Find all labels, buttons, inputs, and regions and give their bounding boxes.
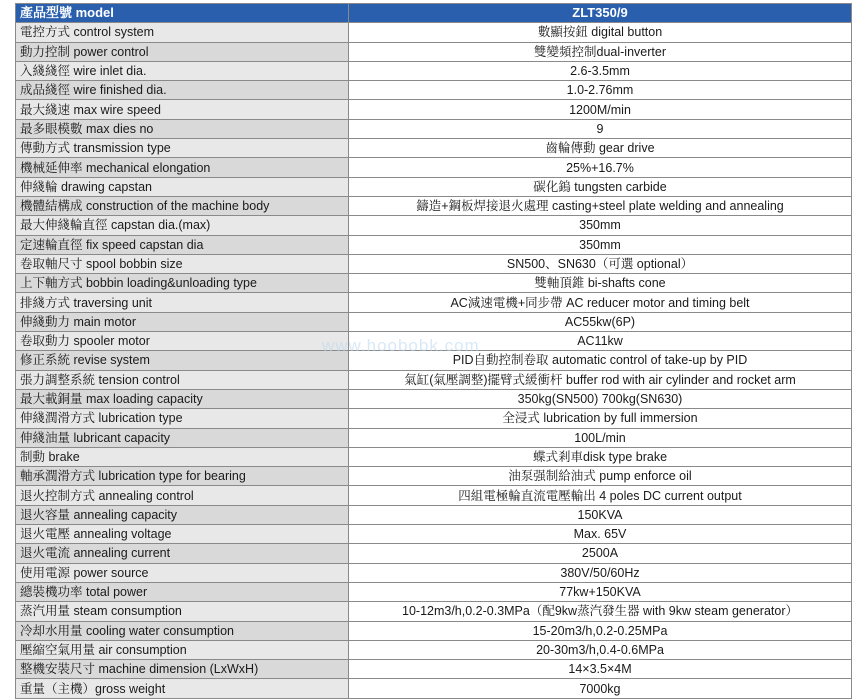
- spec-value: 雙軸頂錐 bi-shafts cone: [349, 274, 852, 293]
- spec-value: 2.6-3.5mm: [349, 61, 852, 80]
- spec-value: 1.0-2.76mm: [349, 81, 852, 100]
- table-row: [16, 235, 852, 254]
- table-row: [16, 370, 852, 389]
- spec-label: 蒸汽用量 steam consumption: [16, 602, 349, 621]
- table-row: [16, 505, 852, 524]
- spec-value: PID自動控制卷取 automatic control of take-up by PID: [349, 351, 852, 370]
- table-row: [16, 544, 852, 563]
- spec-value: 氣缸(氣壓調整)擺臂式緩衝杆 buffer rod with air cylinder and rocket arm: [349, 370, 852, 389]
- table-row: [16, 447, 852, 466]
- spec-value: 碳化鎢 tungsten carbide: [349, 177, 852, 196]
- spec-label: 退火控制方式 annealing control: [16, 486, 349, 505]
- spec-label: 最大載銅量 max loading capacity: [16, 389, 349, 408]
- spec-label: 傳動方式 transmission type: [16, 139, 349, 158]
- spec-label: 軸承潤滑方式 lubrication type for bearing: [16, 467, 349, 486]
- spec-label: 排綫方式 traversing unit: [16, 293, 349, 312]
- table-row: [16, 525, 852, 544]
- table-row: [16, 119, 852, 138]
- table-row: [16, 216, 852, 235]
- spec-label: 修正系統 revise system: [16, 351, 349, 370]
- spec-label: 上下軸方式 bobbin loading&unloading type: [16, 274, 349, 293]
- spec-label: 卷取軸尺寸 spool bobbin size: [16, 254, 349, 273]
- spec-value: AC11kw: [349, 332, 852, 351]
- spec-value: 7000kg: [349, 679, 852, 698]
- table-row: [16, 679, 852, 698]
- spec-table: [15, 3, 852, 699]
- table-row: [16, 23, 852, 42]
- table-row: [16, 332, 852, 351]
- table-row: [16, 467, 852, 486]
- spec-label: 最大伸綫輪直徑 capstan dia.(max): [16, 216, 349, 235]
- spec-value: 齒輪傳動 gear drive: [349, 139, 852, 158]
- spec-label: 壓縮空氣用量 air consumption: [16, 640, 349, 659]
- header-value: ZLT350/9: [349, 4, 852, 23]
- spec-label: 電控方式 control system: [16, 23, 349, 42]
- spec-label: 總裝機功率 total power: [16, 582, 349, 601]
- table-row: [16, 621, 852, 640]
- spec-value: 1200M/min: [349, 100, 852, 119]
- spec-value: 9: [349, 119, 852, 138]
- spec-label: 冷却水用量 cooling water consumption: [16, 621, 349, 640]
- spec-value: 25%+16.7%: [349, 158, 852, 177]
- spec-value: 數顯按鈕 digital button: [349, 23, 852, 42]
- spec-value: 20-30m3/h,0.4-0.6MPa: [349, 640, 852, 659]
- table-row: [16, 563, 852, 582]
- spec-value: 350kg(SN500) 700kg(SN630): [349, 389, 852, 408]
- watermark-text: www.hoobobk.com: [322, 336, 480, 355]
- table-row: [16, 61, 852, 80]
- table-row: [16, 486, 852, 505]
- table-row: [16, 196, 852, 215]
- spec-value: 350mm: [349, 235, 852, 254]
- table-row: [16, 428, 852, 447]
- spec-value: 2500A: [349, 544, 852, 563]
- table-row: [16, 582, 852, 601]
- spec-label: 機體結構成 construction of the machine body: [16, 196, 349, 215]
- spec-label: 定速輪直徑 fix speed capstan dia: [16, 235, 349, 254]
- spec-label: 張力調整系統 tension control: [16, 370, 349, 389]
- spec-label: 退火容量 annealing capacity: [16, 505, 349, 524]
- table-row: [16, 409, 852, 428]
- spec-label: 伸綫潤滑方式 lubrication type: [16, 409, 349, 428]
- table-row: [16, 158, 852, 177]
- spec-value: 10-12m3/h,0.2-0.3MPa（配9kw蒸汽發生器 with 9kw steam generator）: [349, 602, 852, 621]
- spec-body: [16, 23, 852, 698]
- spec-value: SN500、SN630（可選 optional）: [349, 254, 852, 273]
- spec-label: 伸綫輪 drawing capstan: [16, 177, 349, 196]
- spec-value: 油泵强制給油式 pump enforce oil: [349, 467, 852, 486]
- spec-label: 動力控制 power control: [16, 42, 349, 61]
- spec-value: 77kw+150KVA: [349, 582, 852, 601]
- table-row: [16, 660, 852, 679]
- spec-value: 15-20m3/h,0.2-0.25MPa: [349, 621, 852, 640]
- spec-value: Max. 65V: [349, 525, 852, 544]
- table-row: [16, 139, 852, 158]
- table-row: [16, 351, 852, 370]
- spec-label: 退火電流 annealing current: [16, 544, 349, 563]
- spec-label: 使用電源 power source: [16, 563, 349, 582]
- spec-value: 14×3.5×4M: [349, 660, 852, 679]
- spec-label: 退火電壓 annealing voltage: [16, 525, 349, 544]
- spec-label: 機械延伸率 mechanical elongation: [16, 158, 349, 177]
- spec-value: 蝶式剎車disk type brake: [349, 447, 852, 466]
- spec-label: 成品綫徑 wire finished dia.: [16, 81, 349, 100]
- table-row: [16, 100, 852, 119]
- spec-value: 雙變頻控制dual-inverter: [349, 42, 852, 61]
- table-row: [16, 177, 852, 196]
- header-row: [16, 4, 852, 23]
- spec-value: AC55kw(6P): [349, 312, 852, 331]
- spec-value: 380V/50/60Hz: [349, 563, 852, 582]
- table-row: [16, 640, 852, 659]
- table-row: [16, 312, 852, 331]
- spec-label: 伸綫油量 lubricant capacity: [16, 428, 349, 447]
- spec-value: 150KVA: [349, 505, 852, 524]
- table-row: [16, 389, 852, 408]
- spec-label: 重量（主機）gross weight: [16, 679, 349, 698]
- spec-value: 全浸式 lubrication by full immersion: [349, 409, 852, 428]
- spec-label: 整機安裝尺寸 machine dimension (LxWxH): [16, 660, 349, 679]
- spec-value: 350mm: [349, 216, 852, 235]
- spec-label: 伸綫動力 main motor: [16, 312, 349, 331]
- spec-value: 鑄造+鋼板焊接退火處理 casting+steel plate welding and annealing: [349, 196, 852, 215]
- spec-label: 卷取動力 spooler motor: [16, 332, 349, 351]
- table-row: [16, 254, 852, 273]
- header-label: 產品型號 model: [16, 4, 349, 23]
- table-row: [16, 42, 852, 61]
- spec-value: 四組電極輪直流電壓輸出 4 poles DC current output: [349, 486, 852, 505]
- table-row: [16, 274, 852, 293]
- table-row: [16, 81, 852, 100]
- spec-value: 100L/min: [349, 428, 852, 447]
- spec-label: 最大綫速 max wire speed: [16, 100, 349, 119]
- spec-label: 制動 brake: [16, 447, 349, 466]
- spec-label: 入綫綫徑 wire inlet dia.: [16, 61, 349, 80]
- table-row: [16, 293, 852, 312]
- table-row: [16, 602, 852, 621]
- spec-label: 最多眼模數 max dies no: [16, 119, 349, 138]
- spec-value: AC減速電機+同步帶 AC reducer motor and timing belt: [349, 293, 852, 312]
